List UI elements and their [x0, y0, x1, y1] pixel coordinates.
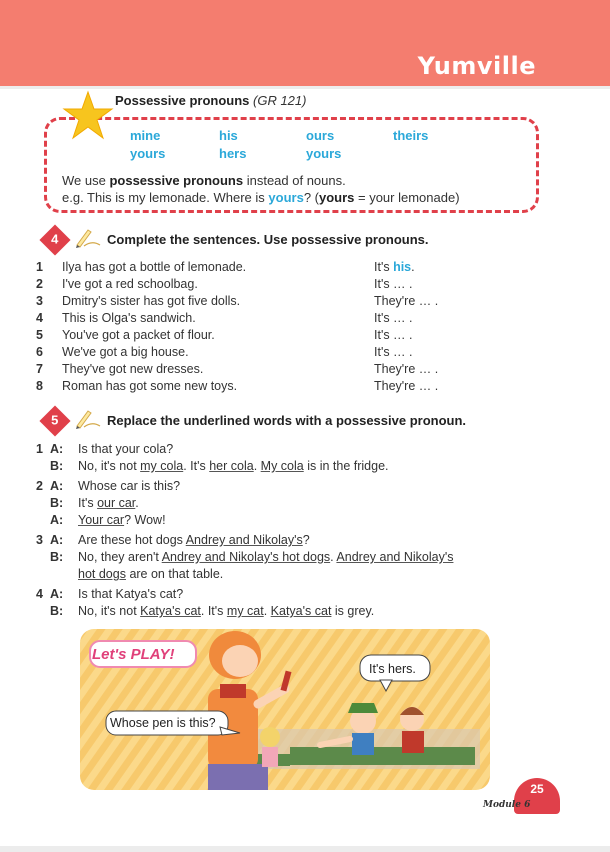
lets-play-badge: Let's PLAY! [92, 646, 175, 663]
bottom-bar [0, 846, 610, 852]
star-icon [62, 90, 114, 142]
pronoun-ours: ours [306, 128, 335, 143]
pronoun-theirs: theirs [393, 128, 429, 143]
pronoun-mine: mine [130, 128, 161, 143]
exercise-4-item: 4 This is Olga's sandwich. It's … . [36, 311, 413, 325]
exercise-4-item: 3 Dmitry's sister has got five dolls. They're … . [36, 294, 439, 308]
exercise-4-title: Complete the sentences. Use possessive pronouns. [107, 232, 429, 247]
pronoun-yours-plural: yours [306, 146, 342, 161]
exercise-4-item: 8 Roman has got some new toys. They're … . [36, 379, 439, 393]
grammar-title [115, 93, 306, 108]
header-divider [0, 86, 610, 89]
exercise-4-item: 7 They've got new dresses. They're … . [36, 362, 439, 376]
grammar-title-text: Possessive pronouns [115, 93, 250, 108]
exercise-4-item: 5 You've got a packet of flour. It's … . [36, 328, 413, 342]
page-title: Yumville [417, 52, 536, 80]
page-number: 25 [530, 782, 544, 796]
module-label: Module 6 [483, 800, 531, 810]
speech-bubble-left: Whose pen is this? [110, 716, 216, 730]
exercise-5-number: 5 [39, 405, 70, 436]
grammar-example: e.g. This is my lemonade. Where is yours? (yours = your lemonade) [62, 190, 460, 205]
grammar-ref: (GR 121) [253, 93, 307, 108]
exercise-4-item: 1 Ilya has got a bottle of lemonade. It's his. [36, 260, 415, 274]
pronoun-his: his [219, 128, 238, 143]
pronoun-hers: hers [219, 146, 247, 161]
pronoun-yours: yours [130, 146, 166, 161]
speech-bubble-right: It's hers. [369, 662, 416, 676]
pencil-icon [74, 407, 102, 429]
exercise-5-title: Replace the underlined words with a possessive pronoun. [107, 413, 467, 428]
pencil-icon [74, 226, 102, 248]
exercise-4-item: 6 We've got a big house. It's … . [36, 345, 413, 359]
exercise-4-item: 2 I've got a red schoolbag. It's … . [36, 277, 413, 291]
grammar-rule: We use possessive pronouns instead of nouns. [62, 173, 346, 188]
exercise-4-number: 4 [39, 224, 70, 255]
